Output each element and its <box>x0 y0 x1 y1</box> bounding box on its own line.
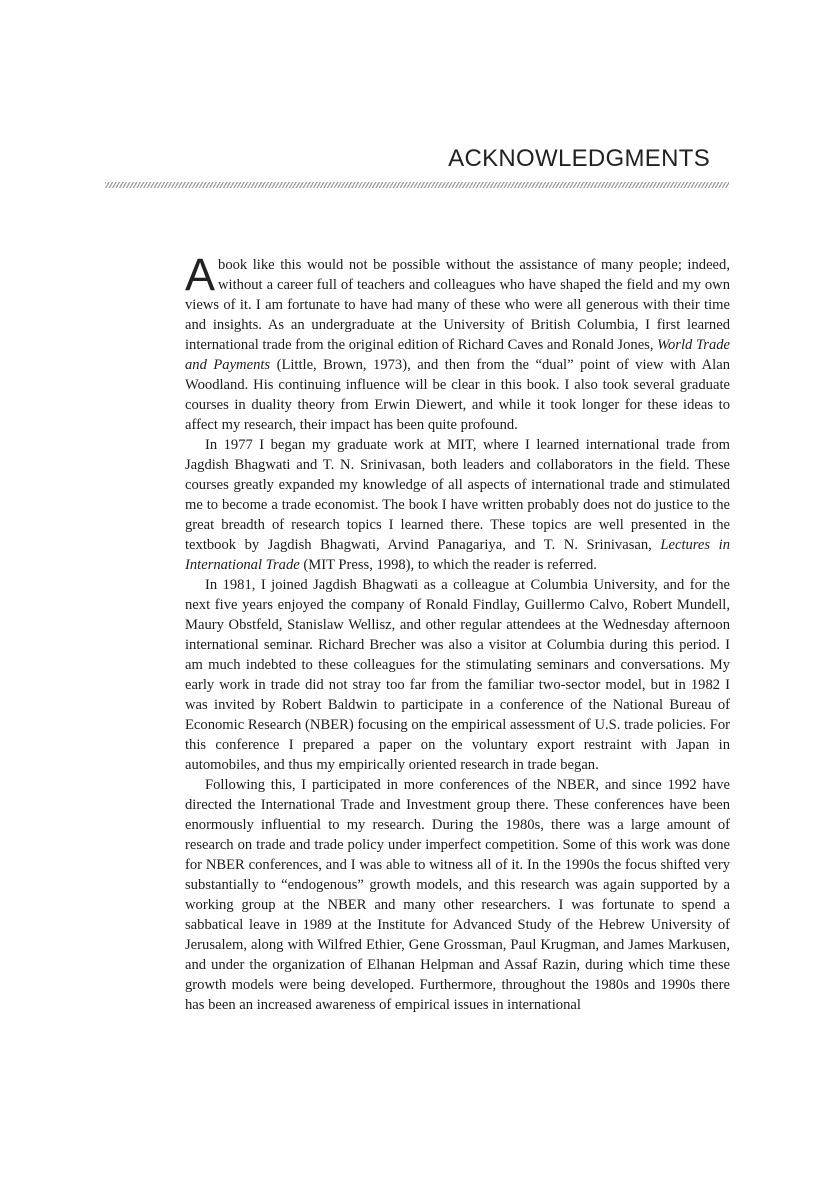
page-title: ACKNOWLEDGMENTS <box>448 145 710 172</box>
book-title-lectures-in-international-trade: Lectures in International Trade <box>185 537 731 573</box>
title-hatched-rule <box>105 182 729 188</box>
paragraph-3: In 1981, I joined Jagdish Bhagwati as a colleague at Columbia University, and for the next five years enjoyed the company of Ronald Findlay, Guillermo Calvo, Robert Mundell, Maury Obstfeld, Stanislaw Wellisz, and other regular attendees at the Wednesday afternoon international seminar. Richard Brecher was also a visitor at Columbia during this period. I am much indebted to these colleagues for the stimulating seminars and conversations. My early work in trade did not stray too far from the familiar two-sector model, but in 1982 I was invited by Robert Baldwin to participate in a conference of the National Bureau of Economic Research (NBER) focusing on the empirical assessment of U.S. trade policies. For this conference I prepared a paper on the voluntary export restraint with Japan in automobiles, and thus my empirically oriented research in trade began. <box>185 577 730 773</box>
paragraph-2-text-b: (MIT Press, 1998), to which the reader is referred. <box>299 557 597 573</box>
paragraph-1 <box>185 249 731 435</box>
paragraph-2 <box>185 435 730 575</box>
book-title-world-trade-and-payments: World Trade and Payments <box>185 337 731 373</box>
drop-cap: A <box>185 249 216 300</box>
paragraph-2-text-a: In 1977 I began my graduate work at MIT, where I learned international trade from Jagdish Bhagwati and T. N. Srinivasan, both leaders and collaborators in the field. These courses greatly expanded my knowledge of all aspects of international trade and stimulated me to become a trade economist. The book I have written probably does not do justice to the great breadth of research topics I learned there. These topics are well presented in the textbook by Jagdish Bhagwati, Arvind Panagariya, and T. N. Srinivasan, <box>185 437 730 553</box>
paragraph-1-text-a: book like this would not be possible without the assistance of many people; indeed, without a career full of teachers and colleagues who have shaped the field and my own views of it. I am fortunate to have had many of these who were all generous with their time and insights. As an undergraduate at the University of British Columbia, I first learned international trade from the original edition of Richard Caves and Ronald Jones, <box>185 257 730 353</box>
acknowledgments-body <box>185 249 731 1015</box>
paragraph-1-text-b: (Little, Brown, 1973), and then from the “dual” point of view with Alan Woodland. His continuing influence will be clear in this book. I also took several graduate courses in duality theory from Erwin Diewert, and while it took longer for these ideas to affect my research, their impact has been quite profound. <box>185 357 730 433</box>
paragraph-4: Following this, I participated in more conferences of the NBER, and since 1992 have directed the International Trade and Investment group there. These conferences have been enormously influential to my research. During the 1980s, there was a large amount of research on trade and trade policy under imperfect competition. Some of this work was done for NBER conferences, and I was able to witness all of it. In the 1990s the focus shifted very substantially to “endogenous” growth models, and this research was again supported by a working group at the NBER and many other researchers. I was fortunate to spend a sabbatical leave in 1989 at the Institute for Advanced Study of the Hebrew University of Jerusalem, along with Wilfred Ethier, Gene Grossman, Paul Krugman, and James Markusen, and under the organization of Elhanan Helpman and Assaf Razin, during which time these growth models were being developed. Furthermore, throughout the 1980s and 1990s there has been an increased awareness of empirical issues in international <box>185 777 730 1013</box>
